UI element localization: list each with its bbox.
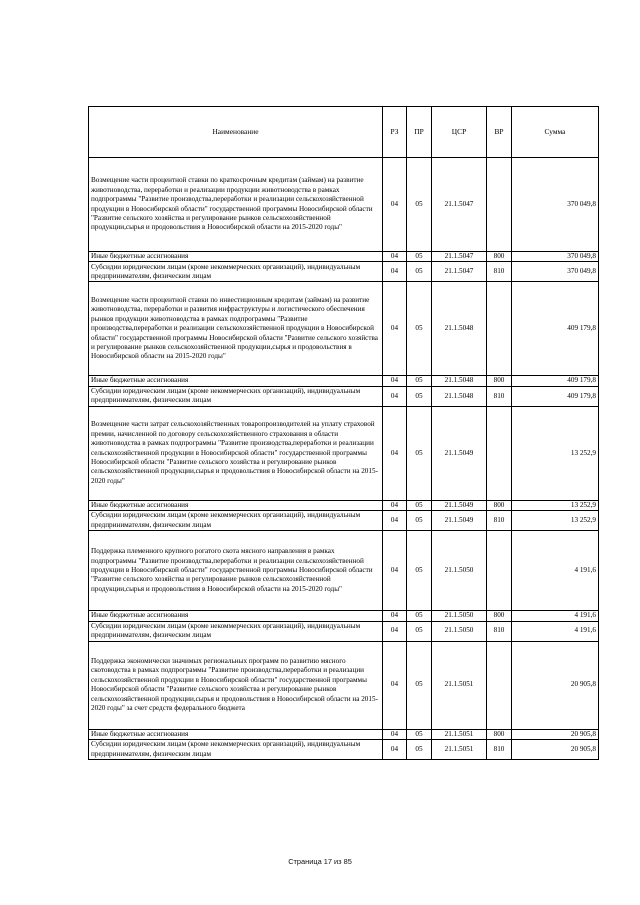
header-vr: ВР xyxy=(487,107,512,158)
row-pr: 05 xyxy=(407,262,432,282)
row-rz: 04 xyxy=(383,500,407,510)
row-csr: 21.1.5050 xyxy=(432,621,487,641)
row-sum: 409 179,8 xyxy=(512,282,599,376)
row-sum: 20 905,8 xyxy=(512,641,599,729)
row-pr: 05 xyxy=(407,376,432,386)
row-csr: 21.1.5047 xyxy=(432,252,487,262)
row-sum: 4 191,6 xyxy=(512,611,599,621)
row-rz: 04 xyxy=(383,531,407,611)
row-rz: 04 xyxy=(383,740,407,760)
table-row xyxy=(89,252,599,262)
row-vr: 810 xyxy=(487,621,512,641)
row-rz: 04 xyxy=(383,158,407,252)
row-pr: 05 xyxy=(407,740,432,760)
row-vr xyxy=(487,641,512,729)
row-sum: 13 252,9 xyxy=(512,511,599,531)
budget-table xyxy=(88,106,599,760)
row-vr: 800 xyxy=(487,376,512,386)
row-name: Субсидии юридическим лицам (кроме некоммерческих организаций), индивидуальным предпринимателям, физическим лицам xyxy=(89,740,383,760)
row-name: Возмещение части процентной ставки по краткосрочным кредитам (займам) на развитие животноводства, переработки и реализации продукции животноводства в рамках подпрограммы "Развитие производства,переработки и реализации сельскохозяйственной продукции в Новосибирской области" государственной программы Новосибирской области "Развитие сельского хозяйства и регулирование рынков сельскохозяйственной продукции,сырья и продовольствия в Новосибирской области на 2015-2020 годы" xyxy=(89,158,383,252)
row-rz: 04 xyxy=(383,252,407,262)
row-csr: 21.1.5048 xyxy=(432,376,487,386)
row-csr: 21.1.5047 xyxy=(432,158,487,252)
header-csr: ЦСР xyxy=(432,107,487,158)
row-sum: 20 905,8 xyxy=(512,740,599,760)
row-pr: 05 xyxy=(407,511,432,531)
row-sum: 370 049,8 xyxy=(512,262,599,282)
table-body xyxy=(89,158,599,760)
row-pr: 05 xyxy=(407,531,432,611)
row-csr: 21.1.5048 xyxy=(432,282,487,376)
row-sum: 409 179,8 xyxy=(512,386,599,406)
table-header-row xyxy=(89,107,599,158)
row-rz: 04 xyxy=(383,376,407,386)
row-sum: 370 049,8 xyxy=(512,252,599,262)
row-sum: 20 905,8 xyxy=(512,729,599,739)
row-vr: 800 xyxy=(487,252,512,262)
row-vr: 810 xyxy=(487,262,512,282)
row-name: Возмещение части затрат сельскохозяйственных товаропроизводителей на уплату страховой премии, начисленной по договору сельскохозяйственного страхования в области животноводства в рамках подпрограммы "Развитие производства,переработки и реализации сельскохозяйственной продукции в Новосибирской области" государственной программы Новосибирской области "Развитие сельского хозяйства и регулирование рынков сельскохозяйственной продукции,сырья и продовольствия в Новосибирской области на 2015-2020 годы" xyxy=(89,406,383,500)
header-rz: РЗ xyxy=(383,107,407,158)
row-csr: 21.1.5051 xyxy=(432,740,487,760)
table-row xyxy=(89,376,599,386)
row-rz: 04 xyxy=(383,282,407,376)
row-vr: 810 xyxy=(487,386,512,406)
row-csr: 21.1.5050 xyxy=(432,531,487,611)
row-name: Возмещение части процентной ставки по инвестиционным кредитам (займам) на развитие животноводства, переработки и развития инфраструктуры и логистического обеспечения рынков продукции животноводства в рамках подпрограммы "Развитие производства,переработки и реализации сельскохозяйственной продукции в Новосибирской области" государственной программы Новосибирской области "Развитие сельского хозяйства и регулирование рынков сельскохозяйственной продукции,сырья и продовольствия в Новосибирской области на 2015-2020 годы" xyxy=(89,282,383,376)
row-sum: 370 049,8 xyxy=(512,158,599,252)
row-name: Субсидии юридическим лицам (кроме некоммерческих организаций), индивидуальным предпринимателям, физическим лицам xyxy=(89,386,383,406)
table-row xyxy=(89,158,599,252)
row-vr xyxy=(487,158,512,252)
table-row xyxy=(89,531,599,611)
row-pr: 05 xyxy=(407,641,432,729)
row-name: Иные бюджетные ассигнования xyxy=(89,376,383,386)
row-vr xyxy=(487,531,512,611)
row-pr: 05 xyxy=(407,611,432,621)
row-sum: 13 252,9 xyxy=(512,500,599,510)
row-name: Иные бюджетные ассигнования xyxy=(89,729,383,739)
page-number: Страница 17 из 85 xyxy=(288,857,352,866)
row-rz: 04 xyxy=(383,729,407,739)
row-vr: 800 xyxy=(487,611,512,621)
row-sum: 13 252,9 xyxy=(512,406,599,500)
row-vr: 800 xyxy=(487,500,512,510)
row-csr: 21.1.5048 xyxy=(432,386,487,406)
row-pr: 05 xyxy=(407,252,432,262)
row-vr xyxy=(487,406,512,500)
row-vr: 810 xyxy=(487,740,512,760)
row-name: Субсидии юридическим лицам (кроме некоммерческих организаций), индивидуальным предпринимателям, физическим лицам xyxy=(89,511,383,531)
row-pr: 05 xyxy=(407,158,432,252)
row-csr: 21.1.5050 xyxy=(432,611,487,621)
header-sum: Сумма xyxy=(512,107,599,158)
row-rz: 04 xyxy=(383,386,407,406)
header-name: Наименование xyxy=(89,107,383,158)
row-name: Поддержка племенного крупного рогатого скота мясного направления в рамках подпрограммы "Развитие производства,переработки и реализации сельскохозяйственной продукции в Новосибирской области" государственной программы Новосибирской области "Развитие сельского хозяйства и регулирование рынков сельскохозяйственной продукции,сырья и продовольствия в Новосибирской области на 2015-2020 годы" xyxy=(89,531,383,611)
row-rz: 04 xyxy=(383,262,407,282)
row-rz: 04 xyxy=(383,611,407,621)
row-csr: 21.1.5049 xyxy=(432,500,487,510)
row-pr: 05 xyxy=(407,729,432,739)
row-csr: 21.1.5049 xyxy=(432,406,487,500)
row-rz: 04 xyxy=(383,406,407,500)
row-csr: 21.1.5051 xyxy=(432,641,487,729)
row-sum: 409 179,8 xyxy=(512,376,599,386)
table-row xyxy=(89,406,599,500)
row-rz: 04 xyxy=(383,621,407,641)
table-row xyxy=(89,621,599,641)
row-rz: 04 xyxy=(383,511,407,531)
row-name: Поддержка экономически значимых региональных программ по развитию мясного скотоводства в рамках подпрограммы "Развитие производства,переработки и реализации сельскохозяйственной продукции в Новосибирской области" государственной программы Новосибирской области "Развитие сельского хозяйства и регулирование рынков сельскохозяйственной продукции,сырья и продовольствия в Новосибирской области на 2015-2020 годы" за счет средств федерального бюджета xyxy=(89,641,383,729)
row-pr: 05 xyxy=(407,282,432,376)
row-csr: 21.1.5051 xyxy=(432,729,487,739)
table-row xyxy=(89,511,599,531)
row-pr: 05 xyxy=(407,386,432,406)
row-name: Иные бюджетные ассигнования xyxy=(89,252,383,262)
row-pr: 05 xyxy=(407,621,432,641)
row-name: Субсидии юридическим лицам (кроме некоммерческих организаций), индивидуальным предпринимателям, физическим лицам xyxy=(89,621,383,641)
row-sum: 4 191,6 xyxy=(512,621,599,641)
row-csr: 21.1.5047 xyxy=(432,262,487,282)
row-pr: 05 xyxy=(407,406,432,500)
table-row xyxy=(89,611,599,621)
row-csr: 21.1.5049 xyxy=(432,511,487,531)
header-pr: ПР xyxy=(407,107,432,158)
table-row xyxy=(89,641,599,729)
table-row xyxy=(89,262,599,282)
table-row xyxy=(89,729,599,739)
row-pr: 05 xyxy=(407,500,432,510)
row-rz: 04 xyxy=(383,641,407,729)
row-name: Иные бюджетные ассигнования xyxy=(89,611,383,621)
row-name: Субсидии юридическим лицам (кроме некоммерческих организаций), индивидуальным предпринимателям, физическим лицам xyxy=(89,262,383,282)
row-vr xyxy=(487,282,512,376)
table-row xyxy=(89,386,599,406)
row-sum: 4 191,6 xyxy=(512,531,599,611)
table-row xyxy=(89,500,599,510)
row-vr: 810 xyxy=(487,511,512,531)
row-vr: 800 xyxy=(487,729,512,739)
table-row xyxy=(89,740,599,760)
row-name: Иные бюджетные ассигнования xyxy=(89,500,383,510)
table-row xyxy=(89,282,599,376)
